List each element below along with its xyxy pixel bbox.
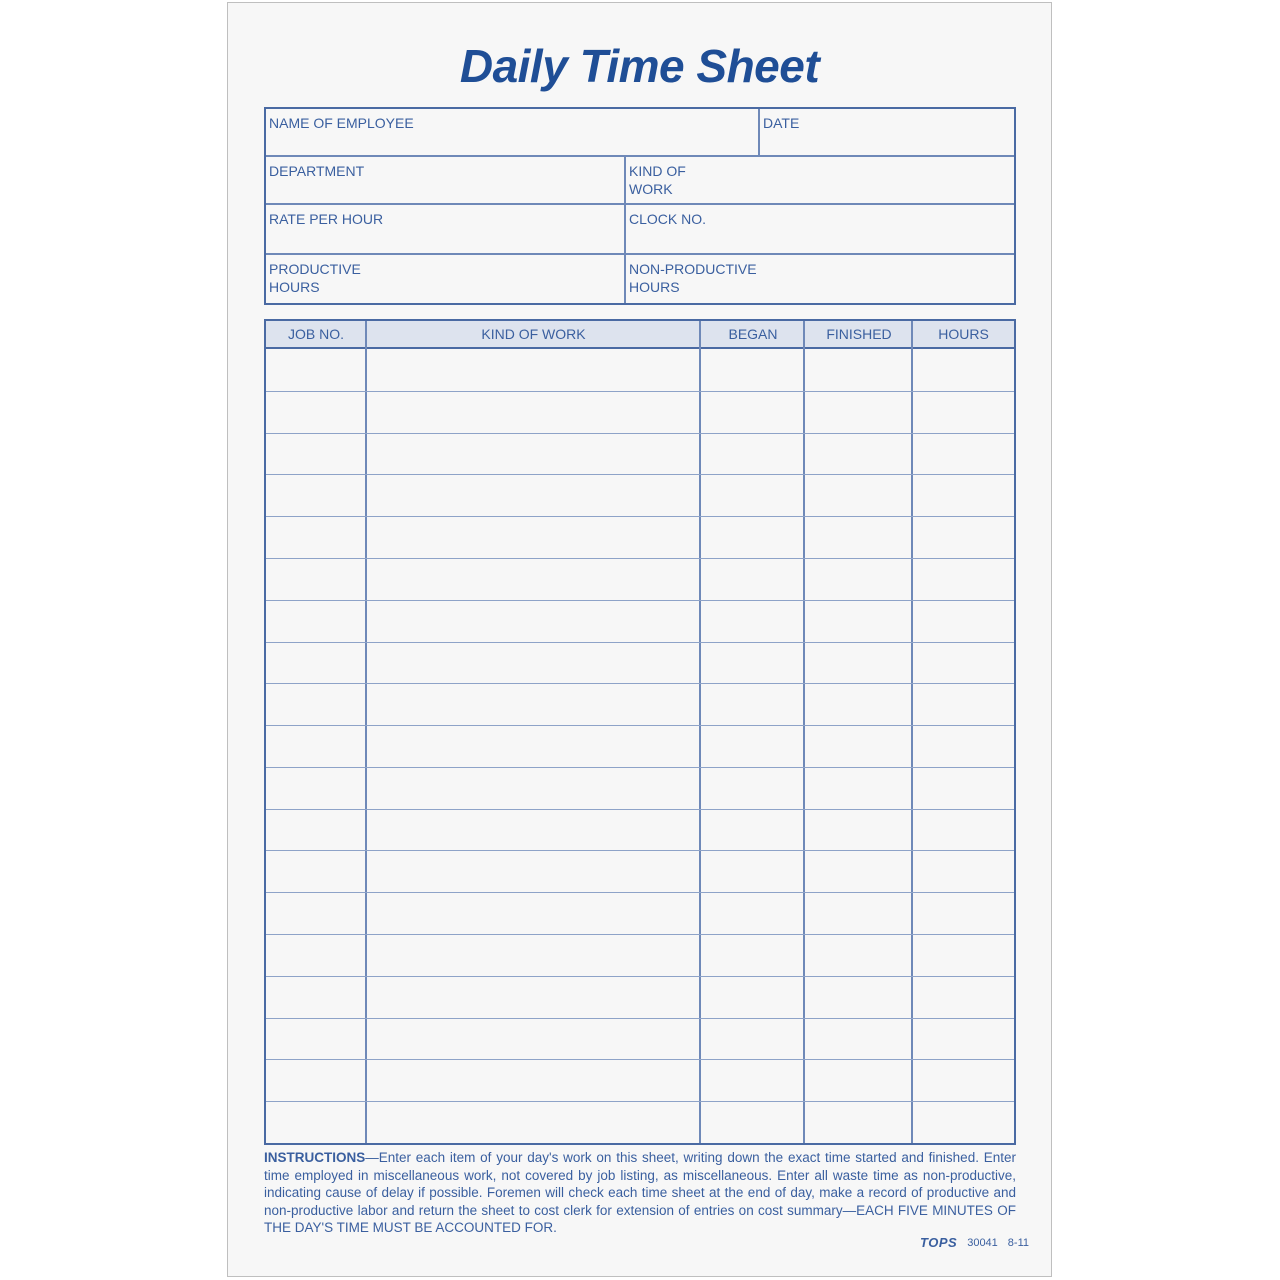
column-divider [365,321,367,1143]
column-divider [803,321,805,1143]
table-row-line [266,474,1014,475]
non-productive-hours-label-line2: HOURS [629,279,680,295]
brand-logo-text: TOPS [920,1235,958,1250]
col-header-hours: HOURS [938,326,989,342]
department-label: DEPARTMENT [269,163,365,179]
form-revision: 8-11 [1007,1236,1029,1249]
tops-logo [920,1235,957,1250]
form-footer [920,1235,1029,1250]
table-row-line [266,892,1014,893]
instructions-body: —Enter each item of your day's work on this sheet, writing down the exact time started and finished. Enter time employed in miscellaneous work, not covered by job listing, as miscellaneous. Enter all waste time as non-productive, indicating cause of delay if possible. Foremen will check each time sheet at the end of day, make a record of productive and non-productive labor and return the sheet to cost clerk for extension of entries on cost summary—EACH FIVE MINUTES OF THE DAY'S TIME MUST BE ACCOUNTED FOR. [264,1150,1016,1235]
rate-per-hour-field[interactable] [266,205,626,255]
productive-hours-field[interactable] [266,255,626,303]
table-row-line [266,1101,1014,1102]
col-header-began: BEGAN [728,326,778,342]
table-header-row [266,321,1014,349]
job-log-table [264,319,1016,1145]
employee-info-box [264,107,1016,305]
instructions-text [264,1149,1016,1237]
clock-no-field[interactable] [626,205,1014,255]
col-header-job-no: JOB NO. [287,326,344,342]
productive-hours-label-line1: PRODUCTIVE [269,261,361,277]
table-row-line [266,725,1014,726]
col-header-kind-of-work: KIND OF WORK [481,326,586,342]
table-row-line [266,934,1014,935]
kind-of-work-label-line2: WORK [629,181,673,197]
productive-hours-label-line2: HOURS [269,279,320,295]
kind-of-work-label-line1: KIND OF [629,163,686,179]
table-row-line [266,1059,1014,1060]
column-divider [699,321,701,1143]
form-title: Daily Time Sheet [459,40,820,92]
table-row-line [266,433,1014,434]
name-of-employee-label: NAME OF EMPLOYEE [269,115,414,131]
clock-no-label: CLOCK NO. [629,211,707,227]
table-row-line [266,683,1014,684]
table-row-line [266,767,1014,768]
rate-per-hour-label: RATE PER HOUR [269,211,384,227]
col-header-finished: FINISHED [826,326,892,342]
column-divider [911,321,913,1143]
name-of-employee-field[interactable] [266,109,760,157]
table-row-line [266,1018,1014,1019]
kind-of-work-field[interactable] [626,157,1014,205]
table-row-line [266,850,1014,851]
department-field[interactable] [266,157,626,205]
table-row-line [266,516,1014,517]
table-row-line [266,600,1014,601]
date-label: DATE [763,115,800,131]
instructions-label: INSTRUCTIONS [264,1150,366,1165]
table-row-line [266,558,1014,559]
date-field[interactable] [760,109,1014,157]
time-sheet-form [227,2,1052,1277]
table-row-line [266,391,1014,392]
table-row-line [266,809,1014,810]
non-productive-hours-field[interactable] [626,255,1014,303]
table-row-line [266,642,1014,643]
form-number: 30041 [967,1236,998,1249]
non-productive-hours-label-line1: NON-PRODUCTIVE [629,261,757,277]
table-row-line [266,976,1014,977]
